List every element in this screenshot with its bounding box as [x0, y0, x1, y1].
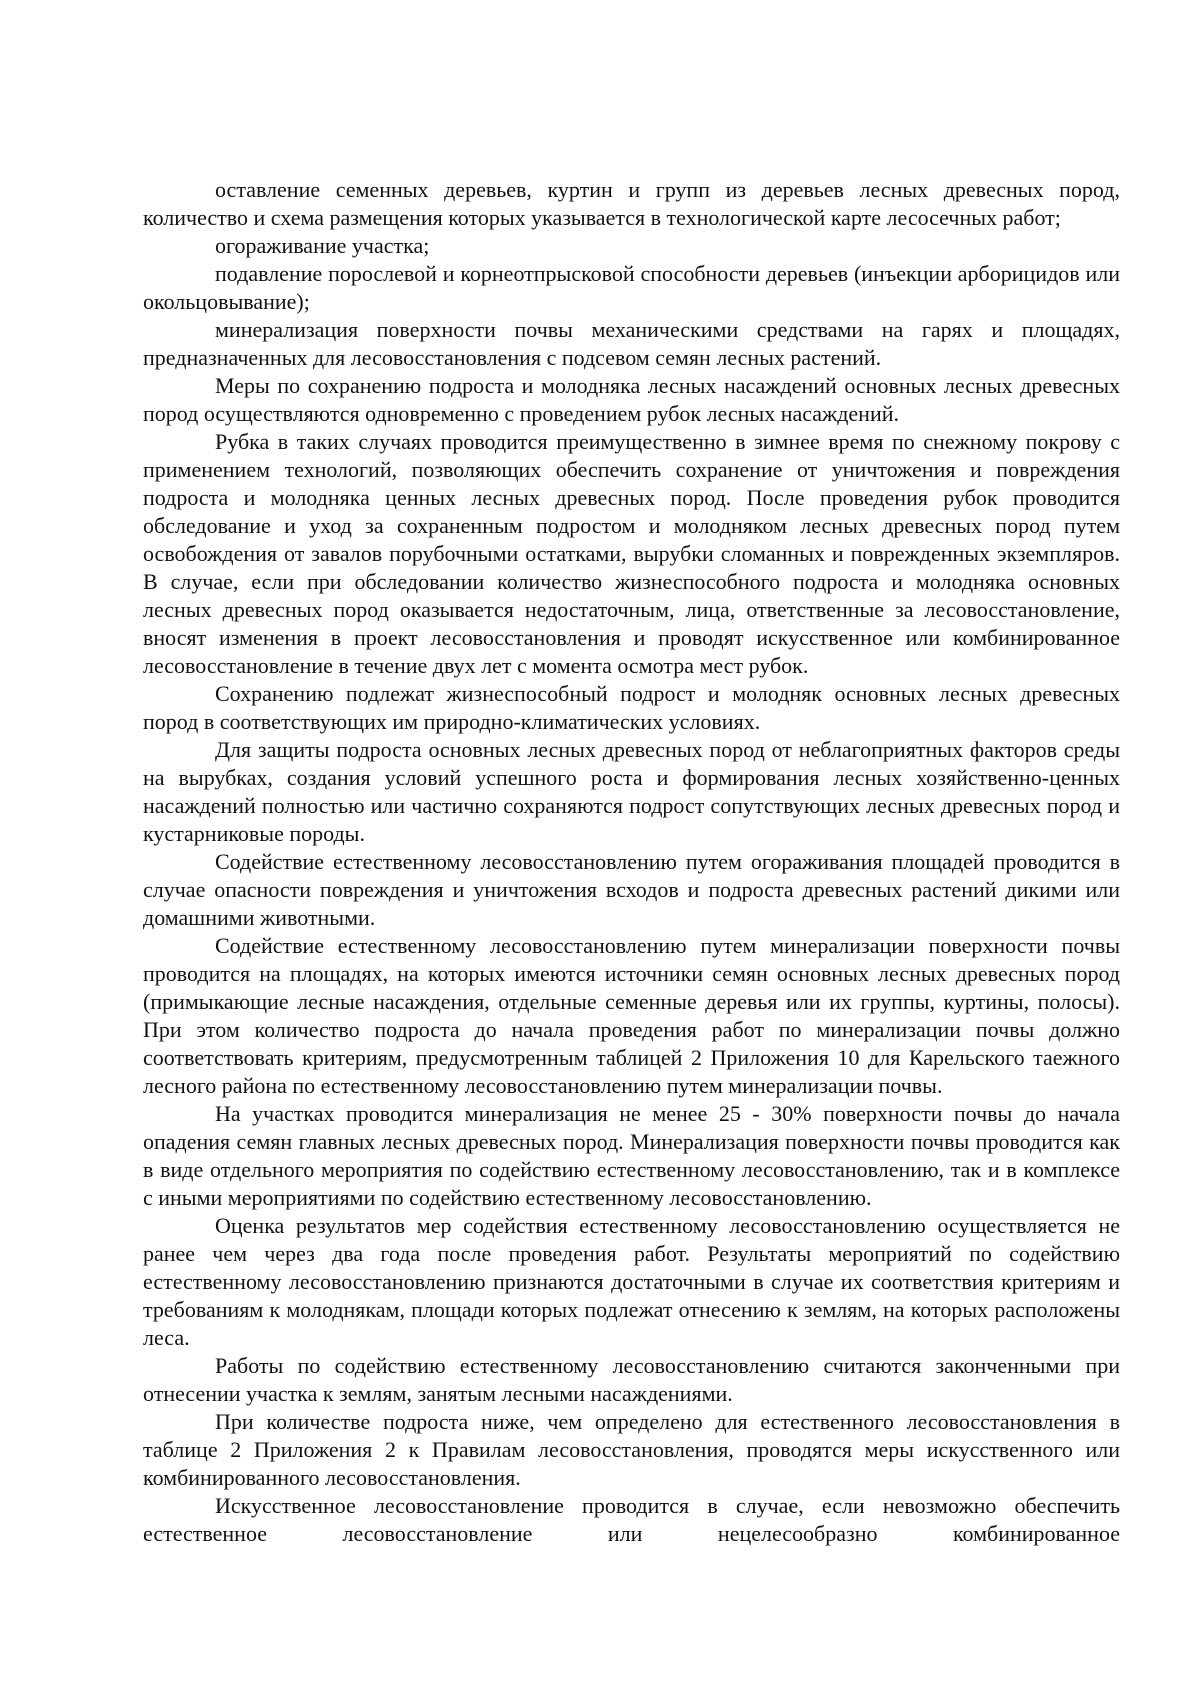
paragraph-mineralization-percent: На участках проводится минерализация не менее 25 - 30% поверхности почвы до начала опадения семян главных лесных древесных пород. Минерализация поверхности почвы проводится как в виде отдельного мероприятия по содействию естественному лесовосстановлению, так и в комплексе с иными мероприятиями по содействию естественному лесовосстановлению. [143, 1101, 1120, 1210]
paragraph-seed-trees: оставление семенных деревьев, куртин и групп из деревьев лесных древесных пород, количество и схема размещения которых указывается в технологической карте лесосечных работ; [143, 177, 1120, 230]
paragraph-fencing-assistance: Содействие естественному лесовосстановлению путем огораживания площадей проводится в случае опасности повреждения и уничтожения всходов и подроста древесных растений дикими или домашними животными. [143, 849, 1120, 930]
document-page [143, 176, 1120, 1548]
paragraph-mineralization-assistance: Содействие естественному лесовосстановлению путем минерализации поверхности почвы проводится на площадях, на которых имеются источники семян основных лесных древесных пород (примыкающие лесные насаждения, отдельные семенные деревья или их группы, куртины, полосы). При этом количество подроста до начала проведения работ по минерализации почвы должно соответствовать критериям, предусмотренным таблицей 2 Приложения 10 для Карельского таежного лесного района по естественному лесовосстановлению путем минерализации почвы. [143, 933, 1120, 1098]
paragraph-viable-undergrowth: Сохранению подлежат жизнеспособный подрост и молодняк основных лесных древесных пород в соответствующих им природно-климатических условиях. [143, 681, 1120, 734]
paragraph-preservation-measures: Меры по сохранению подроста и молодняка лесных насаждений основных лесных древесных пород осуществляются одновременно с проведением рубок лесных насаждений. [143, 373, 1120, 426]
paragraph-insufficient-undergrowth: При количестве подроста ниже, чем определено для естественного лесовосстановления в таблице 2 Приложения 2 к Правилам лесовосстановления, проводятся меры искусственного или комбинированного лесовосстановления. [143, 1409, 1120, 1490]
paragraph-protection: Для защиты подроста основных лесных древесных пород от неблагоприятных факторов среды на вырубках, создания условий успешного роста и формирования лесных хозяйственно-ценных насаждений полностью или частично сохраняются подрост сопутствующих лесных древесных пород и кустарниковые породы. [143, 737, 1120, 846]
paragraph-assessment: Оценка результатов мер содействия естественному лесовосстановлению осуществляется не ранее чем через два года после проведения работ. Результаты мероприятий по содействию естественному лесовосстановлению признаются достаточными в случае их соответствия критериям и требованиям к молоднякам, площади которых подлежат отнесению к землям, на которых расположены леса. [143, 1213, 1120, 1350]
paragraph-winter-felling: Рубка в таких случаях проводится преимущественно в зимнее время по снежному покрову с применением технологий, позволяющих обеспечить сохранение от уничтожения и повреждения подроста и молодняка ценных лесных древесных пород. После проведения рубок проводится обследование и уход за сохраненным подростом и молодняком лесных древесных пород путем освобождения от завалов порубочными остатками, вырубки сломанных и поврежденных экземпляров. В случае, если при обследовании количество жизнеспособного подроста и молодняка основных лесных древесных пород оказывается недостаточным, лица, ответственные за лесовосстановление, вносят изменения в проект лесовосстановления и проводят искусственное или комбинированное лесовосстановление в течение двух лет с момента осмотра мест рубок. [143, 429, 1120, 678]
paragraph-suppression: подавление порослевой и корнеотпрысковой способности деревьев (инъекции арборицидов или окольцовывание); [143, 261, 1120, 314]
paragraph-artificial-reforestation: Искусственное лесовосстановление проводится в случае, если невозможно обеспечить естественное лесовосстановление или нецелесообразно комбинированное [143, 1493, 1120, 1546]
paragraph-mineralization-mechanical: минерализация поверхности почвы механическими средствами на гарях и площадях, предназначенных для лесовосстановления с подсевом семян лесных растений. [143, 317, 1120, 370]
paragraph-completion: Работы по содействию естественному лесовосстановлению считаются законченными при отнесении участка к землям, занятым лесными насаждениями. [143, 1353, 1120, 1406]
paragraph-fencing: огораживание участка; [215, 233, 430, 258]
